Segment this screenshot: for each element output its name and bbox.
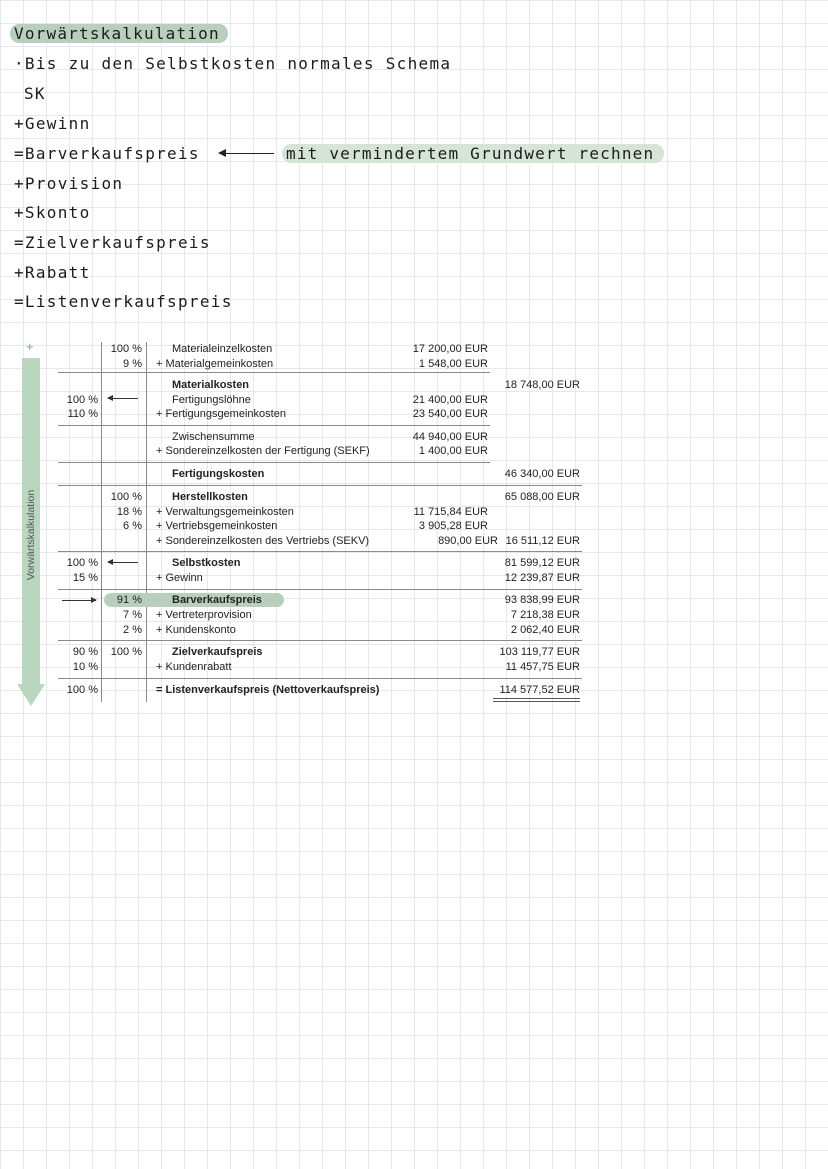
amount-cell: 11 715,84 EUR [413,506,488,518]
row-label: + Materialgemeinkosten [156,358,274,370]
pct-cell: 110 % [67,408,98,420]
row-label: + Kundenrabatt [156,661,232,673]
total-cell: 11 457,75 EUR [505,661,580,673]
arrow-right-icon [62,600,96,601]
total-underline [493,698,580,699]
pct-cell: 100 % [66,684,98,696]
total-cell: 65 088,00 EUR [504,491,580,503]
total-cell: 2 062,40 EUR [510,624,580,636]
pct-cell: 100 % [110,491,142,503]
amount-cell: 21 400,00 EUR [412,394,488,406]
amount-cell: 1 400,00 EUR [418,445,488,457]
pct-cell: 100 % [110,646,142,658]
divider [58,485,582,486]
row-label: = Listenverkaufspreis (Nettoverkaufspreis) [156,684,380,696]
row-label: + Verwaltungsgemeinkosten [156,506,294,518]
row-label: Zielverkaufspreis [172,646,263,658]
divider [58,462,490,463]
total-cell: 16 511,12 EUR [505,535,580,547]
amount-cell: 1 548,00 EUR [418,358,488,370]
total-cell: 46 340,00 EUR [504,468,580,480]
row-label: + Vertreterprovision [156,609,252,621]
side-arrow-head [17,684,45,706]
pct-cell: 15 % [72,572,98,584]
pct-cell: 90 % [72,646,98,658]
pct-cell: 6 % [123,520,142,532]
total-cell: 103 119,77 EUR [499,646,580,658]
note-line-provision: +Provision [14,174,124,193]
note-line-listenverkaufspreis: =Listenverkaufspreis [14,292,233,311]
row-label: Herstellkosten [172,491,248,503]
note-line-barverkaufspreis: =Barverkaufspreis [14,144,200,163]
column-divider-1 [101,342,102,702]
arrow-left-icon [108,562,138,563]
pct-cell: 91 % [116,594,142,606]
pct-cell: 100 % [66,394,98,406]
row-label: + Sondereinzelkosten der Fertigung (SEKF) [156,445,370,457]
divider [58,551,582,552]
row-label: Fertigungskosten [172,468,265,480]
row-label: Barverkaufspreis [172,594,262,606]
row-label: + Fertigungsgemeinkosten [156,408,286,420]
column-divider-2 [146,342,147,702]
divider [58,589,582,590]
total-cell: 7 218,38 EUR [510,609,580,621]
plus-sign: + [26,339,34,354]
note-line-rabatt: +Rabatt [14,263,91,282]
total-cell: 18 748,00 EUR [504,379,580,391]
note-line-zielverkaufspreis: =Zielverkaufspreis [14,233,211,252]
amount-cell: 17 200,00 EUR [412,343,488,355]
note-line-schema: ·Bis zu den Selbstkosten normales Schema [14,54,452,73]
note-arrow-head [218,149,226,157]
note-line-sk: SK [24,84,46,103]
row-label: + Gewinn [156,572,203,584]
arrow-left-icon [108,398,138,399]
total-cell: 81 599,12 EUR [504,557,580,569]
row-label: + Kundenskonto [156,624,236,636]
amount-cell: 44 940,00 EUR [412,431,488,443]
row-label: Zwischensumme [172,431,255,443]
total-cell: 12 239,87 EUR [504,572,580,584]
row-label: Fertigungslöhne [172,394,251,406]
pct-cell: 100 % [66,557,98,569]
divider [58,640,582,641]
total-cell: 93 838,99 EUR [504,594,580,606]
note-annotation: mit vermindertem Grundwert rechnen [282,144,664,163]
amount-cell: 3 905,28 EUR [418,520,488,532]
divider [58,678,582,679]
row-label: + Vertriebsgemeinkosten [156,520,278,532]
pct-cell: 2 % [123,624,142,636]
row-label: Materialkosten [172,379,250,391]
note-arrow [222,153,274,154]
total-cell: 114 577,52 EUR [499,684,580,696]
amount-cell: 23 540,00 EUR [412,408,488,420]
note-line-gewinn: +Gewinn [14,114,91,133]
pct-cell: 10 % [72,661,98,673]
divider [58,372,490,373]
page-title: Vorwärtskalkulation [10,24,228,43]
row-label: + Sondereinzelkosten des Vertriebs (SEKV) [156,535,370,547]
row-label: Selbstkosten [172,557,241,569]
amount-cell: 890,00 EUR [438,535,498,547]
total-underline [493,701,580,702]
pct-cell: 7 % [123,609,142,621]
row-label: Materialeinzelkosten [172,343,273,355]
pct-cell: 100 % [110,343,142,355]
pct-cell: 9 % [123,358,142,370]
divider [58,425,490,426]
note-line-skonto: +Skonto [14,203,91,222]
pct-cell: 18 % [116,506,142,518]
side-label: Vorwärtskalkulation [25,489,37,581]
